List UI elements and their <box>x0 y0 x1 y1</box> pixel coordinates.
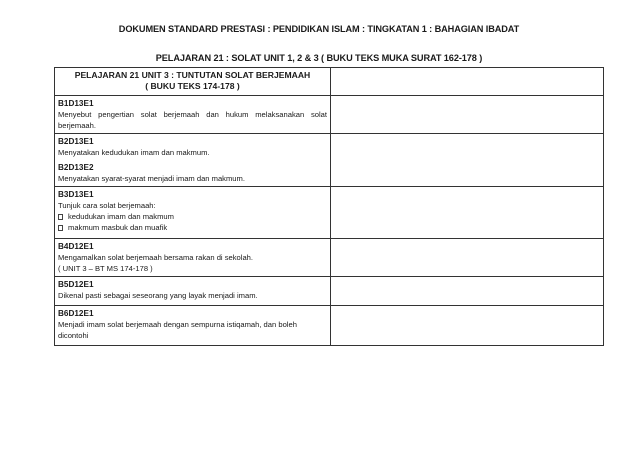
empty-cell <box>331 68 604 95</box>
checkbox-icon <box>58 225 63 231</box>
empty-cell <box>331 187 604 238</box>
table-row <box>55 306 604 346</box>
list-item <box>58 222 327 233</box>
list-item-label: makmum masbuk dan muafik <box>68 223 168 232</box>
standard-desc: Tunjuk cara solat berjemaah: <box>58 201 156 210</box>
document-subtitle: PELAJARAN 21 : SOLAT UNIT 1, 2 & 3 ( BUKU TEKS MUKA SURAT 162-178 ) <box>155 53 483 63</box>
empty-cell <box>331 239 604 276</box>
standard-desc: Menjadi imam solat berjemaah dengan sempurna istiqamah, dan boleh dicontohi <box>58 320 297 340</box>
standard-code: B2D13E1 <box>58 137 94 146</box>
empty-cell <box>331 96 604 133</box>
standard-cell <box>55 239 331 276</box>
standard-code: B6D12E1 <box>58 309 94 318</box>
standard-desc: Menyatakan kedudukan imam dan makmum. <box>58 148 210 157</box>
document-title: DOKUMEN STANDARD PRESTASI : PENDIDIKAN ISLAM : TINGKATAN 1 : BAHAGIAN IBADAT <box>118 24 520 34</box>
standard-desc: Dikenal pasti sebagai seseorang yang layak menjadi imam. <box>58 291 258 300</box>
table-heading-line1: PELAJARAN 21 UNIT 3 : TUNTUTAN SOLAT BERJEMAAH <box>74 70 311 80</box>
table-header-row <box>55 68 604 96</box>
table-row <box>55 134 604 187</box>
standard-code: B2D13E2 <box>58 163 94 172</box>
standard-desc: Menyebut pengertian solat berjemaah dan hukum melaksanakan solat berjemaah. <box>58 110 327 130</box>
standard-code: B4D12E1 <box>58 242 94 251</box>
standards-table <box>54 67 604 346</box>
standard-code: B1D13E1 <box>58 99 94 108</box>
table-row <box>55 239 604 277</box>
standard-cell <box>55 277 331 305</box>
checkbox-icon <box>58 214 63 220</box>
empty-cell <box>331 306 604 345</box>
empty-cell <box>331 134 604 186</box>
table-row <box>55 96 604 134</box>
standard-desc: Menyatakan syarat-syarat menjadi imam dan makmum. <box>58 174 245 183</box>
standard-code: B3D13E1 <box>58 190 94 199</box>
standard-cell <box>55 96 331 133</box>
list-item-label: kedudukan imam dan makmum <box>68 212 174 221</box>
standard-desc: Mengamalkan solat berjemaah bersama rakan di sekolah. <box>58 253 254 262</box>
table-row <box>55 277 604 306</box>
standard-cell <box>55 306 331 345</box>
standard-cell <box>55 134 331 186</box>
table-row <box>55 187 604 239</box>
list-item <box>58 211 327 222</box>
standard-cell <box>55 187 331 238</box>
standard-code: B5D12E1 <box>58 280 94 289</box>
table-heading <box>55 68 331 95</box>
empty-cell <box>331 277 604 305</box>
table-heading-line2: ( BUKU TEKS 174-178 ) <box>145 81 240 91</box>
standard-reference: ( UNIT 3 – BT MS 174-178 ) <box>58 264 153 273</box>
